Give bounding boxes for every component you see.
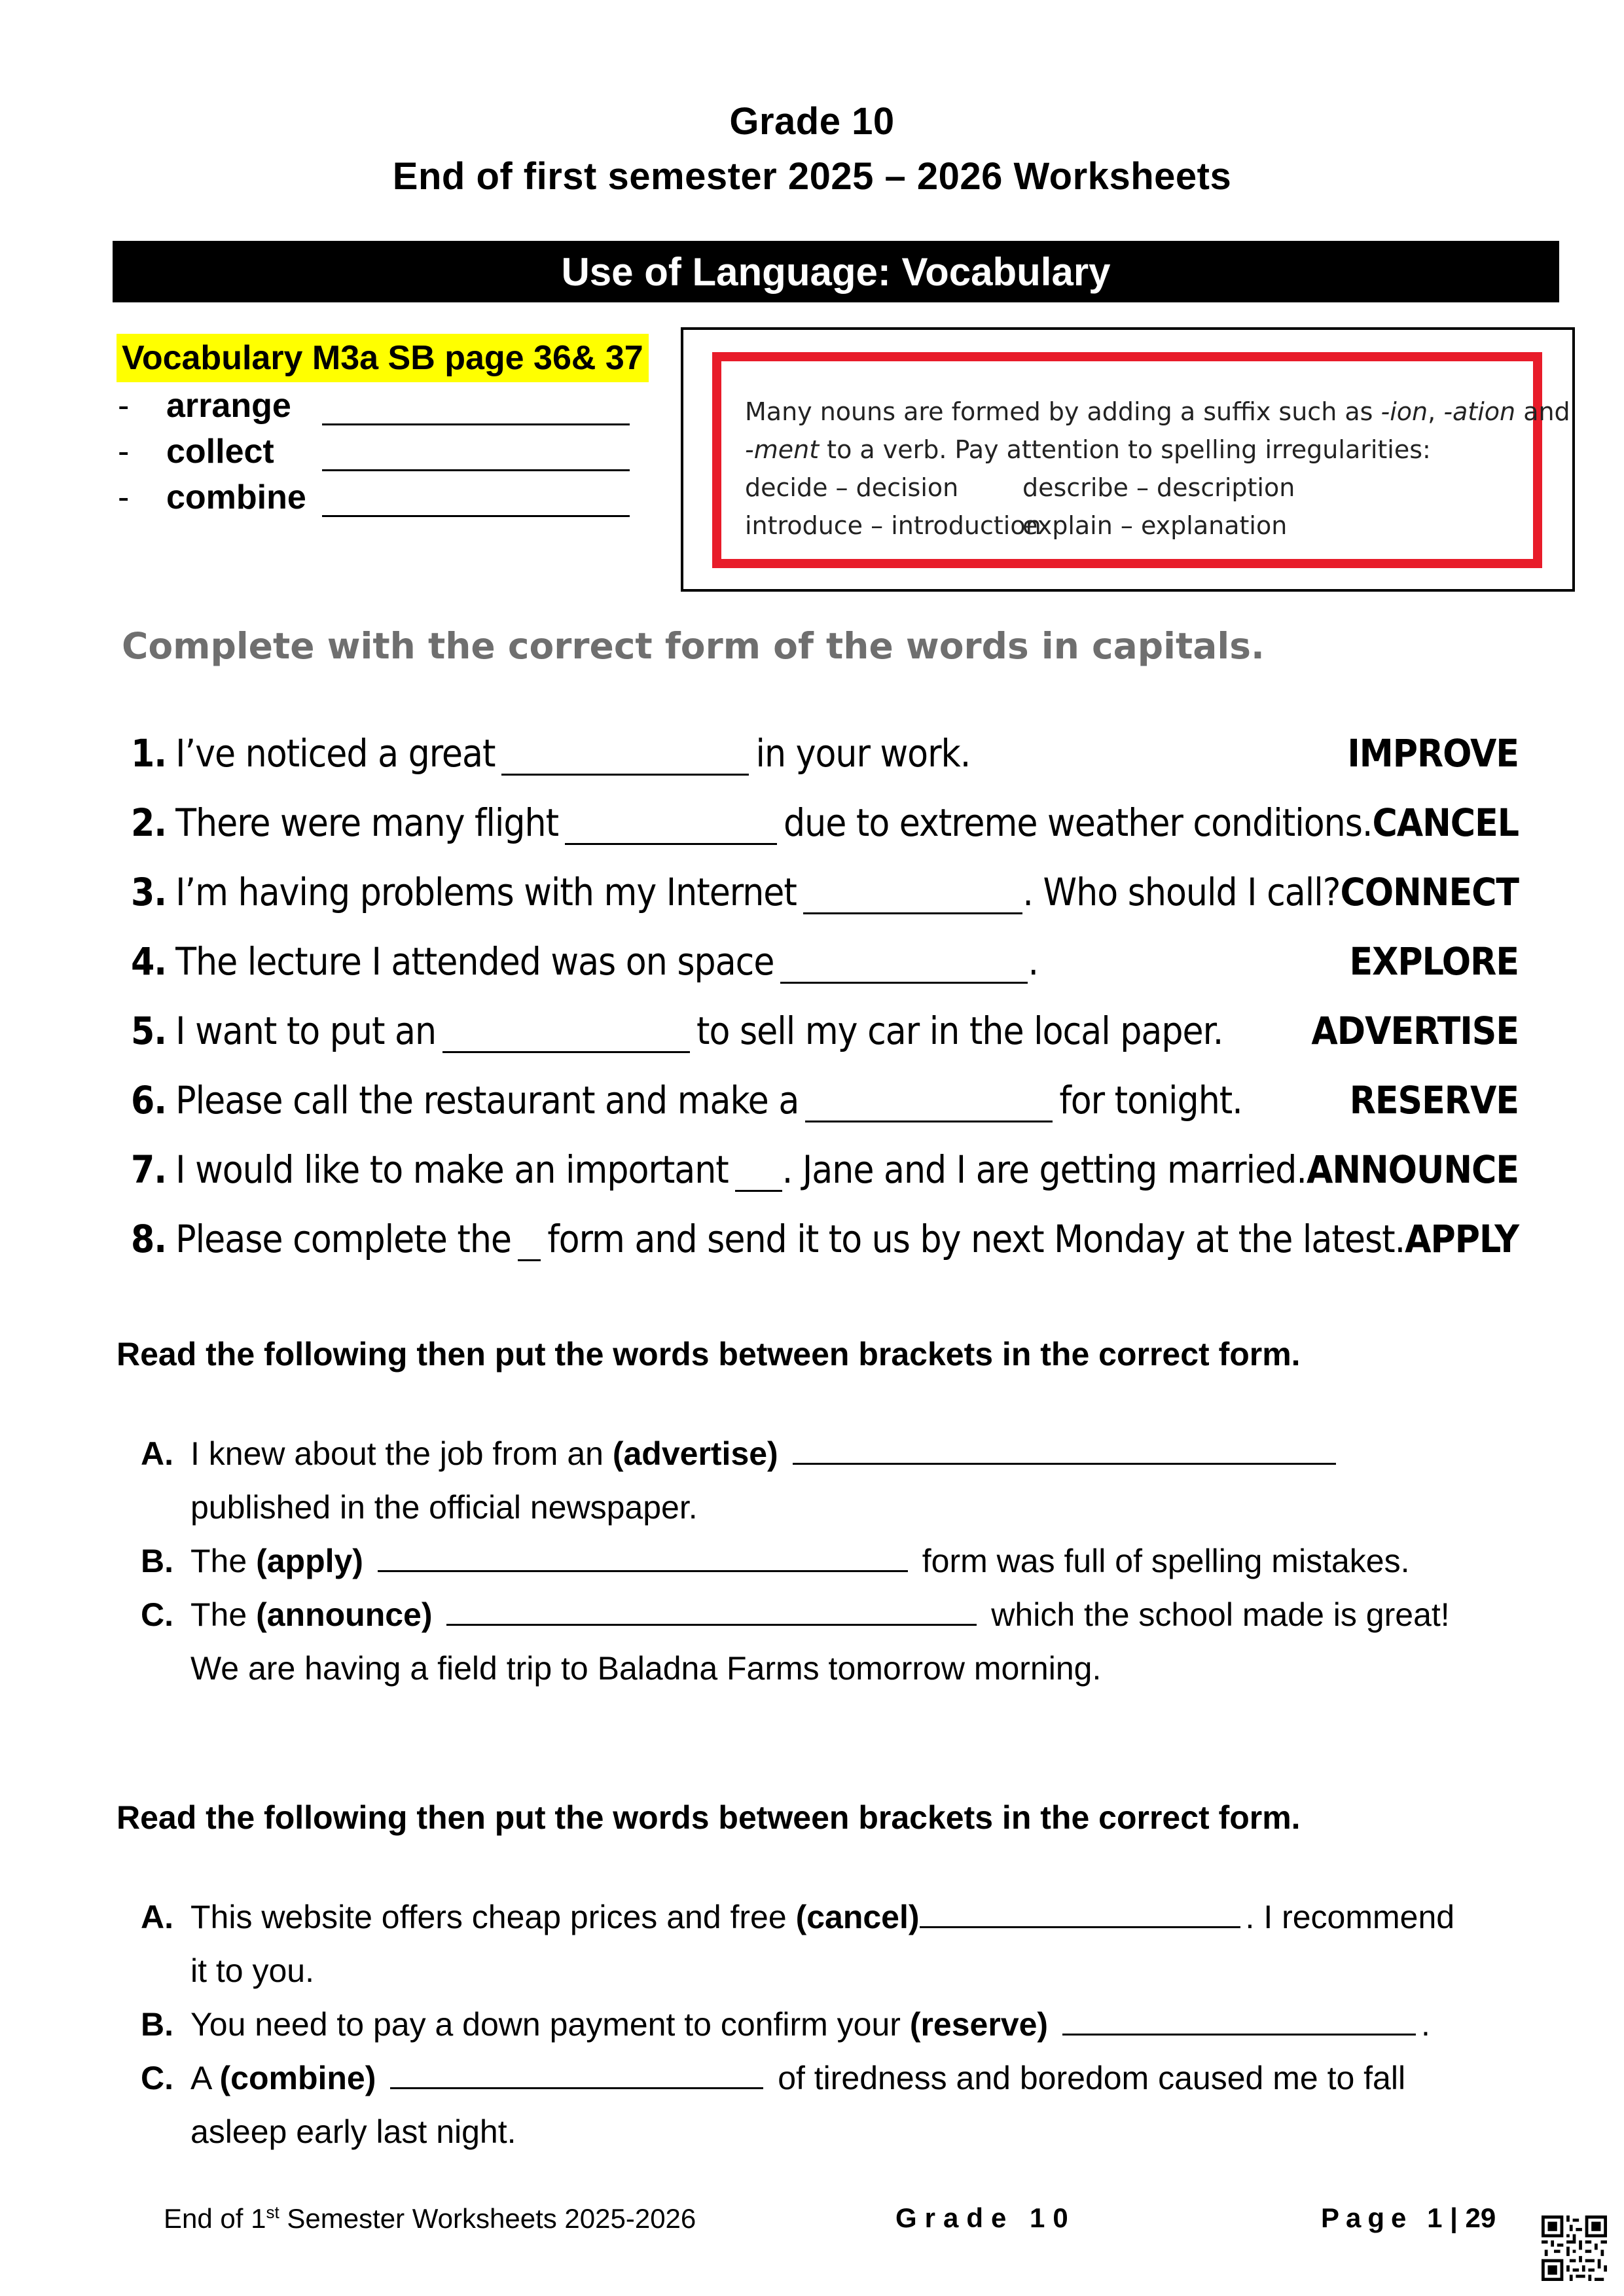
capital-word: EXPLORE [1349,939,1519,984]
exercise-item: 2. There were many flight due to extreme weather conditions. CANCEL [131,800,1519,845]
exercise-item: 8. Please complete the form and send it to us by next Monday at the latest. APPLY [131,1217,1519,1261]
capital-word: CONNECT [1340,870,1519,914]
exercise-heading: Complete with the correct form of the words in capitals. [122,625,1265,667]
capital-word: IMPROVE [1347,731,1519,776]
answer-line[interactable] [322,481,630,517]
note-example-row: introduce – introductionexplain – explanation [745,511,1288,540]
document-subtitle: End of first semester 2025 – 2026 Worksheets [392,155,1232,198]
exercise-item: 1. I’ve noticed a great in your work. IMPROVE [131,731,1519,776]
vocab-item: - arrange [118,380,630,425]
exercise-item-c: C. The (announce) which the school made is great! We are having a field trip to Baladna Farms tomorrow morning. [141,1596,1450,1687]
answer-blank[interactable] [446,1595,977,1626]
answer-blank[interactable] [390,2058,763,2089]
answer-blank[interactable] [1062,2005,1416,2036]
exercise-item: 4. The lecture I attended was on space . EXPLORE [131,939,1519,984]
exercise-item-a: A. I knew about the job from an (advertise) published in the official newspaper. [141,1427,1548,1534]
answer-line[interactable] [322,389,630,425]
capital-word: RESERVE [1349,1078,1519,1122]
qr-code-icon [1542,2215,1607,2281]
answer-blank[interactable] [803,881,1023,914]
document-grade-title: Grade 10 [729,100,895,143]
note-line: -ment to a verb. Pay attention to spelling irregularities: [745,435,1431,464]
capital-word: APPLY [1405,1217,1519,1261]
exercise-item: 7. I would like to make an important . Jane and I are getting married. ANNOUNCE [131,1147,1519,1192]
answer-blank[interactable] [518,1228,541,1261]
vocab-item: - combine [118,471,630,517]
vocab-item: - collect [118,425,630,471]
answer-blank[interactable] [920,1897,1240,1928]
section-title-bar [113,241,1559,302]
footer-page-number: Page 1 | 29 [1321,2202,1496,2233]
exercise-instruction: Read the following then put the words between brackets in the correct form. [117,1336,1301,1372]
suffix-note-box [712,352,1570,568]
answer-blank[interactable] [501,742,749,776]
answer-blank[interactable] [805,1089,1053,1122]
answer-blank[interactable] [780,950,1028,984]
exercise-item-b: B. You need to pay a down payment to confirm your (reserve) . [141,2006,1430,2043]
vocab-word: collect [166,433,274,471]
footer-grade: Grade 10 [895,2202,1076,2233]
note-line: Many nouns are formed by adding a suffix such as -ion, -ation and [745,397,1570,426]
capital-word: ANNOUNCE [1306,1147,1519,1192]
exercise-item-a: A. This website offers cheap prices and free (cancel) . I recommend it to you. [141,1899,1455,1989]
vocabulary-reference-title: Vocabulary M3a SB page 36& 37 [117,334,649,382]
exercise-item: 3. I’m having problems with my Internet . Who should I call? CONNECT [131,870,1519,914]
exercise-instruction: Read the following then put the words between brackets in the correct form. [117,1799,1301,1836]
answer-blank[interactable] [793,1434,1336,1465]
footer-left-text: End of 1st Semester Worksheets 2025-2026 [164,2202,696,2234]
exercise-item: 5. I want to put an to sell my car in the local paper. ADVERTISE [131,1009,1519,1053]
exercise-item-b: B. The (apply) form was full of spelling mistakes. [141,1543,1410,1579]
answer-line[interactable] [322,435,630,471]
vocab-word: arrange [166,387,291,425]
note-example-row: decide – decision describe – description [745,473,1295,502]
vocab-word: combine [166,478,306,516]
capital-word: ADVERTISE [1311,1009,1519,1053]
capital-word: CANCEL [1372,800,1519,845]
answer-blank[interactable] [735,1158,782,1192]
exercise-item: 6. Please call the restaurant and make a for tonight. RESERVE [131,1078,1519,1122]
section-title: Use of Language: Vocabulary [561,249,1111,294]
answer-blank[interactable] [442,1020,690,1053]
exercise-item-c: C. A (combine) of tiredness and boredom caused me to fall asleep early last night. [141,2060,1406,2150]
answer-blank[interactable] [565,812,777,845]
answer-blank[interactable] [378,1541,908,1572]
